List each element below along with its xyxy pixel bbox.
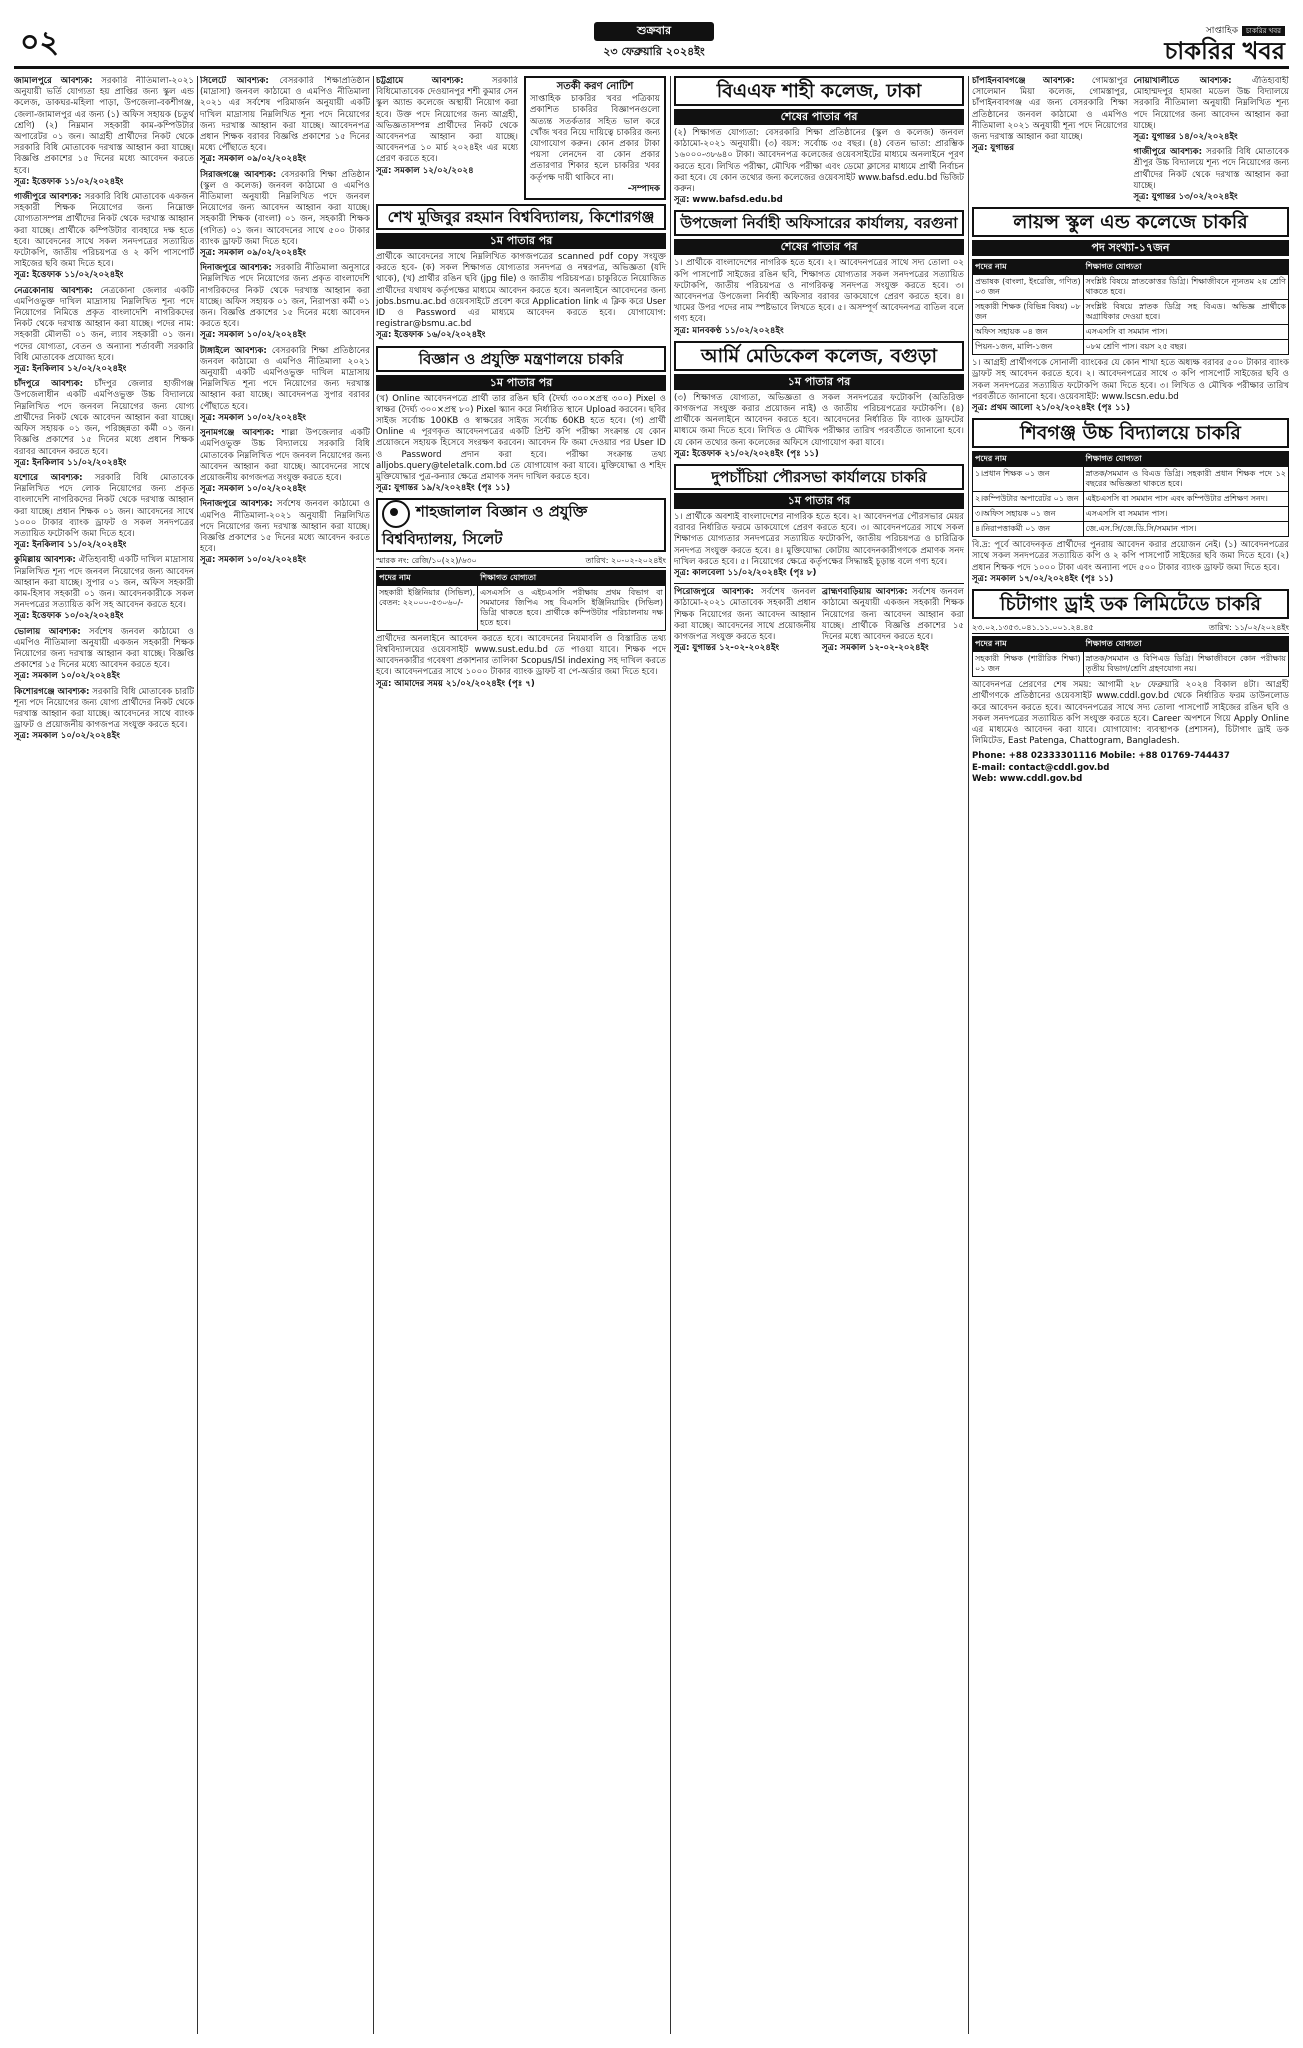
classified-ad: টাঙ্গাইলে আবশ্যক: বেসরকারি শিক্ষা প্রতিষ্ঠানের জনবল কাঠামো ও এমপিও নীতিমালা ২০২১ অনুযায়ী একটি এমপিওভুক্ত দাখিল মাদ্রাসায় নিম্নলিখিত শূন্য পদে নিয়োগের জন্য দরখাস্ত আহ্বান করা যাচ্ছে। আবেদনপত্র সুপার বরাবর পৌঁছাতে হবে। সূত্র: সমকাল ১০/০২/২০২৪ইং (200, 345, 370, 423)
continued-label: ১ম পাতার পর (674, 493, 964, 509)
classified-ad: কুমিল্লায় আবশ্যক: ঐতিহ্যবাহী একটি দাখিল মাদ্রাসায় নিম্নলিখিত শূন্য পদে জনবল নিয়োগের জন্য আবেদন আহ্বান করা যাচ্ছে। সুপার ০১ জন, অফিস সহকারী কাম-হিসাব সহকারী ০১ জন। আবেদনকারীকে সকল সনদপত্রের সত্যায়িত কপি সহ আবেদন করতে হবে। সূত্র: ইত্তেফাক ১০/০২/২০২৪ইং (14, 555, 194, 622)
classified-ad: নেত্রকোনায় আবশ্যক: নেত্রকোনা জেলার একটি এমপিওভুক্ত দাখিল মাদ্রাসায় নিম্নলিখিত শূন্য পদে নিয়োগের নিমিত্তে প্রকৃত বাংলাদেশি নাগরিকদের নিকট থেকে দরখাস্ত আহ্বান করা যাচ্ছে। পদের নাম: সহকারী মৌলভী ০১ জন, ল্যাব সহকারী ০১ জন। পদের যোগ্যতা, বেতন ও অন্যান্য শর্তাবলী সরকারি বিধি মোতাবেক প্রযোজ্য হবে। সূত্র: ইনকিলাব ১২/০২/২০২৪ইং (14, 285, 194, 375)
ad-title-army: আর্মি মেডিকেল কলেজ, বগুড়া (674, 341, 964, 371)
date: ২৩ ফেব্রুয়ারি ২০২৪ইং (603, 45, 705, 58)
notice-body: সাপ্তাহিক চাকরির খবর পত্রিকায় প্রকাশিত চাকরির বিজ্ঞাপনগুলো অত্যন্ত সতর্কতার সহিত ভাল করে খোঁজ খবর নিয়ে দায়িত্বে চাকরির জন্য যোগাযোগ করুন। কোন প্রকার টাকা পয়সা লেনদেন বা কোন প্রকার প্রতারণার শিকার হলে চাকরির খবর কর্তৃপক্ষ দায়ী থাকিবে না। (530, 94, 660, 183)
ad-title-sust: শাহজালাল বিজ্ঞান ও প্রযুক্তি বিশ্ববিদ্যালয়, সিলেট (376, 498, 666, 552)
ad-title-lions: লায়ন্স স্কুল এন্ড কলেজে চাকরি (972, 207, 1289, 237)
classified-ad: সুনামগঞ্জে আবশ্যক: শাল্লা উপজেলার একটি এমপিওভুক্ত উচ্চ বিদ্যালয়ে সরকারি বিধি মোতাবেক নিম্নলিখিত পদে জনবল নিয়োগের জন্য আবেদন আহ্বান করা যাচ্ছে। আবেদনের সাথে প্রয়োজনীয় কাগজপত্র সংযুক্ত করতে হবে। সূত্র: সমকাল ১০/০২/২০২৪ইং (200, 428, 370, 495)
contact-email: E-mail: contact@cddl.gov.bd (972, 762, 1110, 773)
notice-title: সতর্কী করণ নোটিশ (556, 81, 634, 92)
ad-title-dupchanchia: দুপচাঁচিয়া পৌরসভা কার্যালয়ে চাকরি (674, 464, 964, 490)
ad-body: বি.দ্র: পূর্বে আবেদনকৃত প্রার্থীদের পুনরায় আবেদন করার প্রয়োজন নেই। (১) আবেদনপত্রের সাথে সকল সনদপত্রের সত্যায়িত কপি ও ২ কপি পাসপোর্ট সাইজের ছবি জমা দিতে হবে। (২) প্রধান শিক্ষক পদে ১০০০ টাকা এবং অন্যান্য পদে ৫০০ টাকার ব্যাংক ড্রাফট জমা দিতে হবে। সূত্র: সমকাল ১৭/০২/২০২৪ইং (পৃঃ ১১) (972, 540, 1289, 584)
classified-ad: নোয়াখালীতে আবশ্যক: ঐতিহ্যবাহী মোহাম্মদপুর হামজা মডেল উচ্চ বিদ্যালয়ে সরকারি নীতিমালা অনুযায়ী নিম্নলিখিত শূন্য পদে নিয়োগের জন্য আবেদন আহ্বান করা যাচ্ছে। সূত্র: যুগান্তর ১৪/০২/২০২৪ইং (1133, 76, 1289, 143)
column-rule (968, 76, 969, 2034)
column-4 (674, 76, 964, 2034)
table-row: পিয়ন-১জন, মালি-১জন ০৮ম শ্রেণি পাস। বয়স ২৫ বছর। (973, 340, 1289, 355)
memo-line: ২৩.০২.১৩৫৩.০৪১.১১.০০১.২৪.৪৫ তারিখ: ১১/০২/২০২৪ইং (972, 622, 1289, 634)
ad-title-cddl: চিটাগাং ড্রাই ডক লিমিটেডে চাকরি (972, 589, 1289, 619)
classified-ad: সিলেটে আবশ্যক: বেসরকারি শিক্ষাপ্রতিষ্ঠান (মাদ্রাসা) জনবল কাঠামো ও এমপিও নীতিমালা ২০২১ এর সর্বশেষ পরিমার্জন অনুযায়ী একটি দাখিল মাদ্রাসায় নিম্নলিখিত শূন্য পদে নিয়োগের জন্য দরখাস্ত আহ্বান করা যাচ্ছে। আবেদনপত্র প্রধান শিক্ষক বরাবর বিজ্ঞপ্তি প্রকাশের ১৫ দিনের মধ্যে পৌঁছাতে হবে। সূত্র: সমকাল ০৯/০২/২০২৪ইং (200, 76, 370, 165)
classified-ad: গাজীপুরে আবশ্যক: সরকারি বিধি মোতাবেক একজন সহকারী শিক্ষক নিয়োগের জন্য নিম্নোক্ত যোগ্যতাসম্পন্ন প্রার্থীদের নিকট থেকে দরখাস্ত আহ্বান করা যাচ্ছে। প্রার্থীকে কম্পিউটার ব্যবহারে দক্ষ হতে হবে। আবেদনের সাথে সকল সনদপত্রের সত্যায়িত ফটোকপি, জাতীয় পরিচয়পত্র ও ২ কপি পাসপোর্ট সাইজের ছবি জমা দিতে হবে। সূত্র: ইত্তেফাক ১১/০২/২০২৪ইং (14, 192, 194, 281)
classified-ad: ব্রাহ্মণবাড়িয়ায় আবশ্যক: সর্বশেষ জনবল কাঠামো অনুযায়ী একজন সহকারী শিক্ষক নিয়োগের জন্য আবেদন আহ্বান করা যাচ্ছে। প্রার্থীকে বিজ্ঞপ্তি প্রকাশের ১৫ দিনের মধ্যে আবেদন করতে হবে। সূত্র: সমকাল ১২-০২-২০২৪ইং (822, 587, 964, 654)
ad-body: (২) শিক্ষাগত যোগ্যতা: বেসরকারি শিক্ষা প্রতিষ্ঠানের (স্কুল ও কলেজ) জনবল কাঠামো-২০২১ অনুযায়ী। (৩) বয়স: সর্বোচ্চ ৩৫ বছর। (৪) বেতন ভাতা: প্রারম্ভিক ১৬০০০-৩৮৬৪০ টাকা। আবেদনপত্র কলেজের ওয়েবসাইটের মাধ্যমে অনলাইনে পূরণ করতে হবে। লিখিত পরীক্ষা, মৌখিক পরীক্ষা এবং ডেমো ক্লাসের মাধ্যমে প্রার্থী নির্বাচন করা হবে। যে কোন তথ্যের জন্য কলেজের ওয়েবসাইট www.bafsd.edu.bd ভিজিট করুন। সূত্র: www.bafsd.edu.bd (674, 128, 964, 206)
vacancy-table: পদের নাম শিক্ষাগত যোগ্যতা সহকারী শিক্ষক (শারীরিক শিক্ষা) ০১ জন স্নাতক/সমমান ও বিপিএড ডিগ্রি। শিক্ষাজীবনে কোন পরীক্ষায় তৃতীয় বিভাগ/শ্রেণি গ্রহণযোগ্য নয়। (972, 636, 1289, 677)
vacancy-table: পদের নাম শিক্ষাগত যোগ্যতা প্রভাষক (বাংলা, ইংরেজি, গণিত) ০৩ জন সংশ্লিষ্ট বিষয়ে স্নাতকোত্তর ডিগ্রি। শিক্ষাজীবনে ন্যূনতম ২য় শ্রেণি থাকতে হবে। সহকারী শিক্ষক (বিভিন্ন বিষয়) ০৮ জন সংশ্লিষ্ট বিষয়ে স্নাতক ডিগ্রি সহ বিএড। অভিজ্ঞ প্রার্থীকে অগ্রাধিকার দেওয়া হবে। অফিস সহায়ক ০৪ জন এসএসসি বা সমমান পাস। পিয়ন-১জন, মালি-১জন ০৮ম শ্রেণি পাস। বয়স ২৫ বছর। (972, 259, 1289, 355)
ad-body: প্রার্থীদের অনলাইনে আবেদন করতে হবে। আবেদনের নিয়মাবলি ও বিস্তারিত তথ্য বিশ্ববিদ্যালয়ের ওয়েবসাইট www.sust.edu.bd তে পাওয়া যাবে। শিক্ষক পদে আবেদনকারীর গবেষণা প্রকাশনার তালিকা Scopus/ISI indexing সহ দাখিল করতে হবে। আবেদনপত্রের সাথে ১০০০ টাকার ব্যাংক ড্রাফট বা পে-অর্ডার জমা দিতে হবে। সূত্র: আমাদের সময় ২১/০২/২০২৪ইং (পৃঃ ৭) (376, 633, 666, 689)
classified-ad: গাজীপুরে আবশ্যক: সরকারি বিধি মোতাবেক শ্রীপুর উচ্চ বিদ্যালয়ে শূন্য পদে নিয়োগের জন্য প্রার্থীদের নিকট থেকে দরখাস্ত আহ্বান করা যাচ্ছে। সূত্র: যুগান্তর ১৩/০২/২০২৪ইং (1133, 147, 1289, 203)
continued-label: শেষের পাতার পর (674, 239, 964, 255)
column-rule (373, 76, 374, 2034)
ad-title-bafsd: বিএএফ শাহী কলেজ, ঢাকা (674, 76, 964, 106)
contact-web: Web: www.cddl.gov.bd (972, 773, 1083, 784)
ad-body: আবেদনপত্র প্রেরণের শেষ সময়: আগামী ২৮ ফেব্রুয়ারি ২০২৪ বিকাল ৪টা। আগ্রহী প্রার্থীগণকে প্রতিষ্ঠানের ওয়েবসাইট www.cddl.gov.bd থেকে নির্ধারিত ফরম ডাউনলোড করে আবেদন করতে হবে। আবেদনপত্রের সাথে সদ্য তোলা পাসপোর্ট সাইজের রঙিন ছবি ও সকল সনদপত্রের সত্যায়িত কপি সংযুক্ত করতে হবে। Career অপশনে গিয়ে Apply Online এর মাধ্যমেও আবেদন করা যাবে। যোগাযোগ: ব্যবস্থাপক (প্রশাসন), চিটাগাং ড্রাই ডক লিমিটেড, East Patenga, Chattogram, Bangladesh. (972, 680, 1289, 747)
classified-ad: দিনাজপুরে আবশ্যক: সর্বশেষ জনবল কাঠামো ও এমপিও নীতিমালা-২০২১ অনুযায়ী নিম্নলিখিত পদে নিয়োগের জন্য দরখাস্ত আহ্বান করা যাচ্ছে। বিজ্ঞপ্তি প্রকাশের ১৫ দিনের মধ্যে আবেদন করতে হবে। সূত্র: সমকাল ১০/০২/২০২৪ইং (200, 499, 370, 566)
ad-body: প্রার্থীকে আবেদনের সাথে নিম্নলিখিত কাগজপত্রের scanned pdf copy সংযুক্ত করতে হবে- (ক) সকল শিক্ষাগত যোগ্যতার সনদপত্র ও নম্বরপত্র, অভিজ্ঞতা (যদি থাকে), (খ) প্রার্থীর রঙিন ছবি (jpg file) ও জাতীয় পরিচয়পত্র। চাকুরিতে নিয়োজিত প্রার্থীদের যথাযথ কর্তৃপক্ষের মাধ্যমে আবেদন করতে হবে। অনলাইনে আবেদনের জন্য jobs.bsmu.ac.bd ওয়েবসাইটে প্রবেশ করে Application link এ ক্লিক করে User ID ও Password এর মাধ্যমে আবেদন করতে হবে। যোগাযোগ: registrar@bsmu.ac.bd সূত্র: ইত্তেফাক ১৬/০২/২০২৪ইং (376, 252, 666, 341)
ad-body: ১। প্রার্থীকে অবশ্যই বাংলাদেশের নাগরিক হতে হবে। ২। আবেদনপত্র পৌরসভার মেয়র বরাবর নির্ধারিত ফরমে ডাকযোগে প্রেরণ করতে হবে। ৩। আবেদনপত্রের সাথে সকল শিক্ষাগত যোগ্যতার সনদপত্রের সত্যায়িত ফটোকপি, জাতীয় পরিচয়পত্র ও চারিত্রিক সনদপত্র সংযুক্ত করতে হবে। ৪। মুক্তিযোদ্ধা কোটায় আবেদনকারীগণকে প্রমাণক সনদ দাখিল করতে হবে। ৫। নিয়োগের ক্ষেত্রে কর্তৃপক্ষের সিদ্ধান্তই চূড়ান্ত বলে গণ্য হবে। সূত্র: কালবেলা ১১/০২/২০২৪ইং (পৃঃ ৮) (674, 512, 964, 579)
memo-line: স্মারক নং: রেজি/১০(২২)/৬৩০ তারিখ: ২০-০২-২০২৪ইং (376, 555, 666, 567)
tagline: চাকরির খবর (1242, 26, 1285, 36)
vacancy-table: পদের নাম শিক্ষাগত যোগ্যতা সহকারী ইঞ্জিনিয়ার (সিভিল), বেতন: ২২০০০-৫৩০৬০/- এসএসসি ও এইচএসসি পরীক্ষায় প্রথম বিভাগ বা সমমানের জিপিএ সহ বিএসসি ইঞ্জিনিয়ারিং (সিভিল) ডিগ্রি থাকতে হবে। প্রার্থীকে কম্পিউটার পরিচালনায় দক্ষ হতে হবে। (376, 570, 666, 631)
classified-ad: যশোরে আবশ্যক: সরকারি বিধি মোতাবেক নিম্নলিখিত পদে লোক নিয়োগের জন্য প্রকৃত বাংলাদেশি নাগরিকদের নিকট থেকে দরখাস্ত আহ্বান করা যাচ্ছে। প্রধান শিক্ষক ০১ জন। আবেদনের সাথে ১০০০ টাকার ব্যাংক ড্রাফট ও সকল সনদপত্রের সত্যায়িত ফটোকপি জমা দিতে হবে। সূত্র: ইনকিলাব ১১/০২/২০২৪ইং (14, 472, 194, 551)
table-row: ৩।অফিস সহায়ক ০১ জন এসএসসি বা সমমান পাস। (973, 507, 1289, 522)
classified-ad: জামালপুরে আবশ্যক: সরকারি নীতিমালা-২০২১ অনুযায়ী ভর্তি যোগ্যতা হয় প্রাপ্তির জন্য স্কুল এন্ড কলেজ, ডাকঘর-মহিলা পাড়া, উপজেলা-বকশীগঞ্জ, জেলা-জামালপুর এর জন্য (১) অফিস সহায়ক (চতুর্থ শ্রেণি) (২) নিম্নমান সহকারী কাম-কম্পিউটার অপারেটর ০১ জন। আগ্রহী প্রার্থীদের নিকট থেকে সরকারি বিধি মোতাবেক দরখাস্ত আহ্বান করা যাচ্ছে। বিজ্ঞপ্তি প্রকাশের ১৫ দিনের মধ্যে আবেদন করতে হবে। সূত্র: ইত্তেফাক ১১/০২/২০২৪ইং (14, 76, 194, 187)
table-row: সহকারী শিক্ষক (শারীরিক শিক্ষা) ০১ জন স্নাতক/সমমান ও বিপিএড ডিগ্রি। শিক্ষাজীবনে কোন পরীক্ষায় তৃতীয় বিভাগ/শ্রেণি গ্রহণযোগ্য নয়। (973, 652, 1289, 677)
column-2 (200, 76, 370, 2034)
table-row: প্রভাষক (বাংলা, ইংরেজি, গণিত) ০৩ জন সংশ্লিষ্ট বিষয়ে স্নাতকোত্তর ডিগ্রি। শিক্ষাজীবনে ন্যূনতম ২য় শ্রেণি থাকতে হবে। (973, 275, 1289, 300)
paper-name: চাকরির খবর (1164, 36, 1285, 65)
ad-title-most: বিজ্ঞান ও প্রযুক্তি মন্ত্রণালয়ে চাকরি (376, 346, 666, 372)
ad-body: ১। আগ্রহী প্রার্থীগণকে সোনালী ব্যাংকের যে কোন শাখা হতে অধ্যক্ষ বরাবর ৫০০ টাকার ব্যাংক ড্রাফট সহ আবেদন করতে হবে। ২। আবেদনপত্রের সাথে ৩ কপি পাসপোর্ট সাইজের ছবি ও সকল সনদপত্রের সত্যায়িত ফটোকপি জমা দিতে হবে। ৩। লিখিত ও মৌখিক পরীক্ষার তারিখ পরবর্তীতে জানানো হবে। ওয়েবসাইট: www.lscsn.edu.bd সূত্র: প্রথম আলো ২১/০২/২০২৪ইং (পৃঃ ১১) (972, 358, 1289, 414)
masthead (14, 14, 1289, 69)
ad-title-uno: উপজেলা নির্বাহী অফিসারের কার্যালয়, বরগুনা (674, 210, 964, 236)
classified-ad: দিনাজপুরে আবশ্যক: সরকারি নীতিমালা অনুসারে নিম্নলিখিত পদে নিয়োগের জন্য প্রকৃত বাংলাদেশি নাগরিকদের নিকট থেকে দরখাস্ত আহ্বান করা যাচ্ছে। অফিস সহায়ক ০১ জন, নিরাপত্তা কর্মী ০১ জন। বিজ্ঞপ্তি প্রকাশের ১৫ দিনের মধ্যে আবেদন করতে হবে। সূত্র: সমকাল ১০/০২/২০২৪ইং (200, 263, 370, 341)
university-seal-icon (382, 500, 410, 528)
continued-label: ১ম পাতার পর (376, 233, 666, 249)
classified-ad: ভোলায় আবশ্যক: সর্বশেষ জনবল কাঠামো ও এমপিও নীতিমালা অনুযায়ী একজন সহকারী শিক্ষক নিয়োগের জন্য দরখাস্ত আহ্বান করা যাচ্ছে। বিজ্ঞপ্তি প্রকাশের ১৫ দিনের মধ্যে আবেদন করতে হবে। সূত্র: সমকাল ১০/০২/২০২৪ইং (14, 626, 194, 682)
classified-ad: পিরোজপুরে আবশ্যক: সর্বশেষ জনবল কাঠামো-২০২১ মোতাবেক সহকারী প্রধান শিক্ষক নিয়োগের জন্য আবেদন আহ্বান করা যাচ্ছে। আবেদনের সাথে প্রয়োজনীয় কাগজপত্র সংযুক্ত করতে হবে। সূত্র: যুগান্তর ১২-০২-২০২৪ইং (674, 587, 816, 654)
dateline (554, 22, 754, 62)
column-rule (197, 76, 198, 2034)
classified-ad: কিশোরগঞ্জে আবশ্যক: সরকারি বিধি মোতাবেক চারটি শূন্য পদে নিয়োগের জন্য যোগ্য প্রার্থীদের নিকট থেকে দরখাস্ত আহ্বান করা যাচ্ছে। আবেদনের সাথে ব্যাংক ড্রাফট ও প্রয়োজনীয় কাগজপত্র সংযুক্ত করতে হবে। সূত্র: সমকাল ১০/০২/২০২৪ইং (14, 686, 194, 742)
column-rule (670, 76, 671, 2034)
notice-sign: -সম্পাদক (627, 183, 660, 194)
newspaper-page (14, 14, 1289, 2034)
table-row: সহকারী ইঞ্জিনিয়ার (সিভিল), বেতন: ২২০০০-৫৩০৬০/- এসএসসি ও এইচএসসি পরীক্ষায় প্রথম বিভাগ বা সমমানের জিপিএ সহ বিএসসি ইঞ্জিনিয়ারিং (সিভিল) ডিগ্রি থাকতে হবে। প্রার্থীকে কম্পিউটার পরিচালনায় দক্ষ হতে হবে। (377, 585, 666, 630)
warning-notice (524, 76, 666, 200)
column-3 (376, 76, 666, 2034)
ad-title-bsmu: শেখ মুজিবুর রহমান বিশ্ববিদ্যালয়, কিশোরগঞ্জ (376, 204, 666, 230)
classified-ad: চট্টগ্রামে আবশ্যক: সরকারি বিধিমোতাবেক দেওয়ানপুর শশী কুমার সেন স্কুল অ্যান্ড কলেজে অস্থায়ী নিয়োগ করা হবে। উক্ত পদে নিয়োগের জন্য আগ্রহী, অভিজ্ঞতাসম্পন্ন প্রার্থীদের নিকট থেকে আবেদনপত্র আহ্বান করা যাচ্ছে। আবেদনপত্র ১০ মার্চ ২০২৪ইং এর মধ্যে প্রেরণ করতে হবে। সূত্র: সমকাল ১২/০২/২০২৪ (376, 76, 518, 176)
continued-label: শেষের পাতার পর (674, 109, 964, 125)
page-number: ০২ (20, 25, 60, 60)
contact-phone: Phone: +88 02333301116 Mobile: +88 01769-744437 (972, 751, 1230, 762)
edition: সাপ্তাহিক (1205, 26, 1239, 36)
vacancy-table: পদের নাম শিক্ষাগত যোগ্যতা ১।প্রধান শিক্ষক ০১ জন স্নাতক/সমমান ও বিএড ডিগ্রি। সহকারী প্রধান শিক্ষক পদে ১২ বছরের অভিজ্ঞতা থাকতে হবে। ২।কম্পিউটার অপারেটর ০১ জন এইচএসসি বা সমমান পাস এবং কম্পিউটার প্রশিক্ষণ সনদ। ৩।অফিস সহায়ক ০১ জন এসএসসি বা সমমান পাস। ৪।নিরাপত্তাকর্মী ০১ জন জে.এস.সি/জে.ডি.সি/সমমান পাস। (972, 451, 1289, 537)
ad-body: (৩) শিক্ষাগত যোগ্যতা, অভিজ্ঞতা ও সকল সনদপত্রের ফটোকপি (অতিরিক্ত কাগজপত্র সংযুক্ত করার প্রয়োজন নাই) ও জাতীয় পরিচয়পত্রের ফটোকপি। (৪) প্রার্থীকে অনলাইনে আবেদন করতে হবে। আবেদনের নির্ধারিত ফি ব্যাংক ড্রাফটের মাধ্যমে জমা দিতে হবে। লিখিত ও মৌখিক পরীক্ষার তারিখ পরবর্তীতে জানানো হবে। যে কোন তথ্যের জন্য কলেজের অফিসে যোগাযোগ করা যাবে। সূত্র: ইত্তেফাক ২১/০২/২০২৪ইং (পৃঃ ১১) (674, 392, 964, 459)
table-row: ১।প্রধান শিক্ষক ০১ জন স্নাতক/সমমান ও বিএড ডিগ্রি। সহকারী প্রধান শিক্ষক পদে ১২ বছরের অভিজ্ঞতা থাকতে হবে। (973, 467, 1289, 492)
column-1 (14, 76, 194, 2034)
day: শুক্রবার (594, 22, 714, 41)
ad-body: (খ) Online আবেদনপত্রে প্রার্থী তার রঙিন ছবি (দৈর্ঘ্য ৩০০×প্রস্থ ৩০০) Pixel ও স্বাক্ষর (দৈর্ঘ্য ৩০০×প্রস্থ ৮০) Pixel স্ক্যান করে নির্ধারিত স্থানে Upload করবেন। ছবির সাইজ সর্বোচ্চ 100KB ও স্বাক্ষরের সাইজ সর্বোচ্চ 60KB হতে হবে। (গ) প্রার্থী Online এ পূরণকৃত আবেদনপত্রের একটি প্রিন্ট কপি পরীক্ষা সংক্রান্ত যে কোন প্রয়োজনে সহায়ক হিসেবে সংরক্ষণ করবেন। আবেদন ফি জমা দেওয়ার পর User ID ও Password প্রদান করা হবে। পরীক্ষা সংক্রান্ত তথ্য alljobs.query@teletalk.com.bd তে যোগাযোগ করা যাবে। মুক্তিযোদ্ধা ও শহিদ মুক্তিযোদ্ধার পুত্র-কন্যার ক্ষেত্রে প্রমাণক সনদ দাখিল করতে হবে। সূত্র: যুগান্তর ১৯/২/২০২৪ইং (পৃঃ ১১) (376, 393, 666, 494)
continued-label: ১ম পাতার পর (674, 374, 964, 390)
column-5 (972, 76, 1289, 2034)
table-row: ২।কম্পিউটার অপারেটর ০১ জন এইচএসসি বা সমমান পাস এবং কম্পিউটার প্রশিক্ষণ সনদ। (973, 492, 1289, 507)
table-row: সহকারী শিক্ষক (বিভিন্ন বিষয়) ০৮ জন সংশ্লিষ্ট বিষয়ে স্নাতক ডিগ্রি সহ বিএড। অভিজ্ঞ প্রার্থীকে অগ্রাধিকার দেওয়া হবে। (973, 300, 1289, 325)
classified-ad: চাঁদপুরে আবশ্যক: চাঁদপুর জেলার হাজীগঞ্জ উপজেলাধীন একটি এমপিওভুক্ত উচ্চ বিদ্যালয়ে নিম্নলিখিত পদে জনবল নিয়োগের জন্য যোগ্য প্রার্থীদের নিকট থেকে আবেদন আহ্বান করা যাচ্ছে। অফিস সহায়ক ০১ জন, পরিচ্ছন্নতা কর্মী ০১ জন। বিজ্ঞপ্তি প্রকাশের ১৫ দিনের মধ্যে প্রধান শিক্ষক বরাবর আবেদন করতে হবে। সূত্র: ইনকিলাব ১১/০২/২০২৪ইং (14, 379, 194, 468)
table-row: ৪।নিরাপত্তাকর্মী ০১ জন জে.এস.সি/জে.ডি.সি/সমমান পাস। (973, 522, 1289, 537)
classified-ad: সিরাজগঞ্জে আবশ্যক: বেসরকারি শিক্ষা প্রতিষ্ঠান (স্কুল ও কলেজ) জনবল কাঠামো ও এমপিও নীতিমালা অনুযায়ী নিম্নলিখিত পদে জনবল নিয়োগের জন্য আবেদন আহ্বান করা যাচ্ছে। সহকারী শিক্ষক (বাংলা) ০১ জন, সহকারী শিক্ষক (গণিত) ০১ জন। আবেদনের সাথে ৫০০ টাকার ব্যাংক ড্রাফট জমা দিতে হবে। সূত্র: সমকাল ০৯/০২/২০২৪ইং (200, 169, 370, 259)
ad-title-shibganj: শিবগঞ্জ উচ্চ বিদ্যালয়ে চাকরি (972, 418, 1289, 448)
table-row: অফিস সহায়ক ০৪ জন এসএসসি বা সমমান পাস। (973, 325, 1289, 340)
ad-body: ১। প্রার্থীকে বাংলাদেশের নাগরিক হতে হবে। ২। আবেদনপত্রের সাথে সদ্য তোলা ০২ কপি পাসপোর্ট সাইজের রঙিন ছবি, শিক্ষাগত যোগ্যতার সকল সনদপত্রের সত্যায়িত ফটোকপি, জাতীয় পরিচয়পত্র ও নাগরিকত্ব সনদপত্র সংযুক্ত করতে হবে। ৩। আবেদনপত্র উপজেলা নির্বাহী অফিসার বরাবর ডাকযোগে প্রেরণ করতে হবে। ৪। খামের উপর পদের নাম স্পষ্টভাবে লিখতে হবে। ৫। অসম্পূর্ণ আবেদনপত্র বাতিল বলে গণ্য হবে। সূত্র: মানবকণ্ঠ ১১/০২/২০২৪ইং (674, 258, 964, 336)
paper-brand (1164, 18, 1285, 64)
classified-ad: চাঁপাইনবাবগঞ্জে আবশ্যক: গোমস্তাপুর সোলেমান মিয়া কলেজ, গোমস্তাপুর, চাঁপাইনবাবগঞ্জ এর জন্য বেসরকারি শিক্ষা প্রতিষ্ঠানের জনবল কাঠামো ও এমপিও নীতিমালা ২০২১ অনুযায়ী শূন্য পদে নিয়োগের জন্য দরখাস্ত আহ্বান করা যাচ্ছে। সূত্র: যুগান্তর (972, 76, 1128, 154)
post-count: পদ সংখ্যা-১৭জন (972, 240, 1289, 256)
continued-label: ১ম পাতার পর (376, 375, 666, 391)
